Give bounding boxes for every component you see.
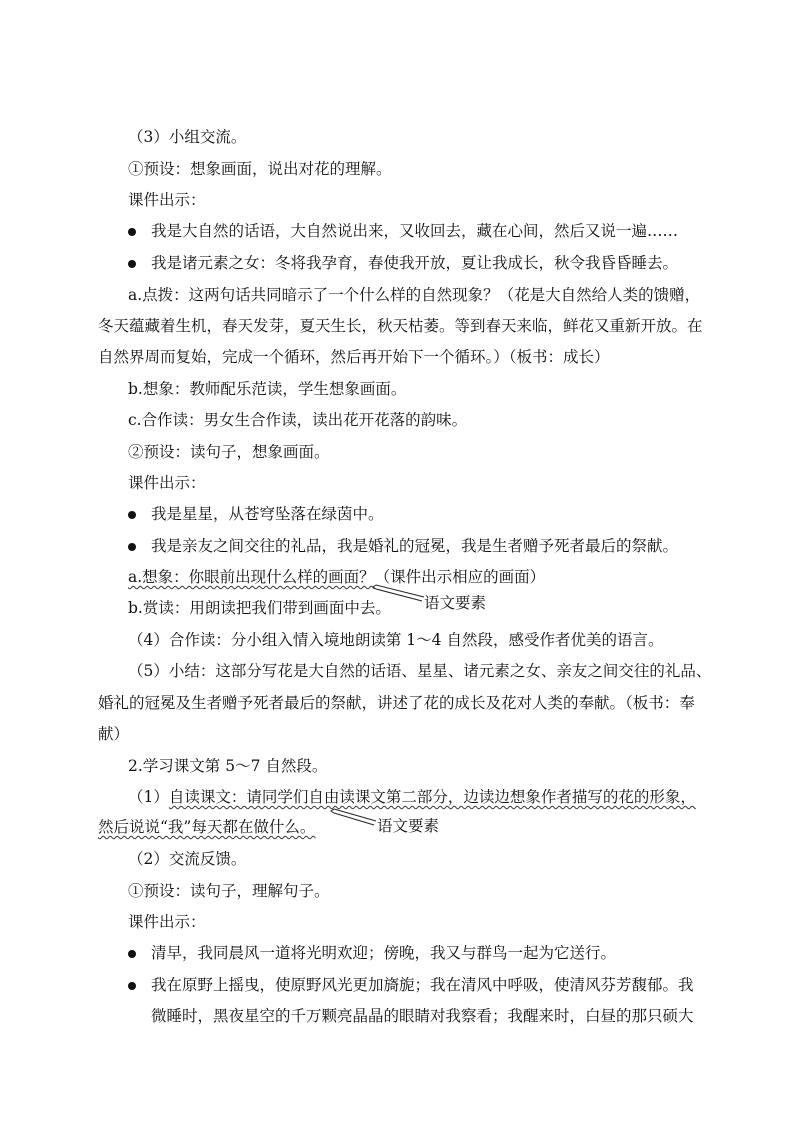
bullet-icon (128, 982, 136, 990)
quote-1: 我是大自然的话语，大自然说出来，又收回去，藏在心间，然后又说一遍…… (151, 222, 679, 240)
bullet-icon (128, 543, 136, 551)
bullet-icon (128, 260, 136, 268)
summary-line-1: （5）小结：这部分写花是大自然的话语、星星、诸元素之女、亲友之间交往的礼品、 (128, 662, 712, 680)
callout-arrow-icon (330, 806, 380, 828)
summary-line-2: 婚礼的冠冕及生者赠予死者最后的祭献，讲述了花的成长及花对人类的奉献。（板书：奉 (98, 694, 695, 712)
courseware-label: 课件出示： (128, 191, 206, 209)
quote-2: 我是诸元素之女：冬将我孕育，春使我开放，夏让我成长，秋令我昏昏睡去。 (151, 254, 679, 272)
guidance-line-2: 冬天蕴藏着生机，春天发芽，夏天生长，秋天枯萎。等到春天来临，鲜花又重新开放。在 (98, 317, 703, 335)
cooperative-reading: c.合作读：男女生合作读，读出花开花落的韵味。 (128, 411, 468, 429)
imagine-line: b.想象：教师配乐范读，学生想象画面。 (128, 380, 407, 398)
courseware-label: 课件出示： (128, 913, 206, 931)
imagine-question: a.想象：你眼前出现什么样的画面？ (128, 568, 375, 586)
summary-line-3: 献） (98, 725, 130, 743)
bullet-icon (128, 511, 136, 519)
preset-3: ①预设：读句子，理解句子。 (128, 882, 330, 900)
annotation-label: 语文要素 (377, 817, 440, 835)
section-heading-3: （3）小组交流。 (128, 128, 247, 146)
bullet-icon (128, 950, 136, 958)
imagine-note: （课件出示相应的画面） (374, 568, 546, 586)
quote-6-line-2: 微睡时，黑夜星空的千万颗亮晶晶的眼睛对我察看；我醒来时，白昼的那只硕大 (151, 1007, 694, 1025)
preset-2: ②预设：读句子，想象画面。 (128, 443, 330, 461)
guidance-line-1: a.点拨：这两句话共同暗示了一个什么样的自然现象？（花是大自然给人类的馈赠， (128, 286, 701, 304)
quote-5: 清早，我同晨风一道将光明欢迎；傍晚，我又与群鸟一起为它送行。 (151, 944, 617, 962)
guidance-line-3: 自然界周而复始，完成一个循环，然后再开始下一个循环。）（板书：成长） (98, 348, 610, 366)
self-reading-line-1 (128, 786, 696, 808)
appreciate-reading: b.赏读：用朗读把我们带到画面中去。 (128, 599, 391, 617)
item-number: （1） (128, 788, 169, 806)
preset-1: ①预设：想象画面，说出对花的理解。 (128, 160, 392, 178)
section-heading-4: （4）合作读：分小组入情入境地朗读第 1～4 自然段，感受作者优美的语言。 (128, 631, 664, 649)
section-heading-2: 2.学习课文第 5～7 自然段。 (128, 757, 328, 775)
self-reading-text: 自读课文：请同学们自由读课文第二部分，边读边想象作者描写的花的形象， (168, 788, 696, 806)
annotation-label: 语文要素 (424, 594, 487, 612)
self-reading-line-2 (98, 816, 315, 838)
feedback-heading: （2）交流反馈。 (128, 850, 247, 868)
bullet-icon (128, 228, 136, 236)
self-reading-text-2: 然后说说“我”每天都在做什么。 (98, 818, 316, 836)
quote-6-line-1: 我在原野上摇曳，使原野风光更加旖旎；我在清风中呼吸，使清风芬芳馥郁。我 (151, 976, 694, 994)
courseware-label: 课件出示： (128, 474, 206, 492)
quote-4: 我是亲友之间交往的礼品，我是婚礼的冠冕，我是生者赠予死者最后的祭献。 (151, 537, 679, 555)
quote-3: 我是星星，从苍穹坠落在绿茵中。 (151, 505, 384, 523)
imagine-question-line (128, 566, 545, 588)
